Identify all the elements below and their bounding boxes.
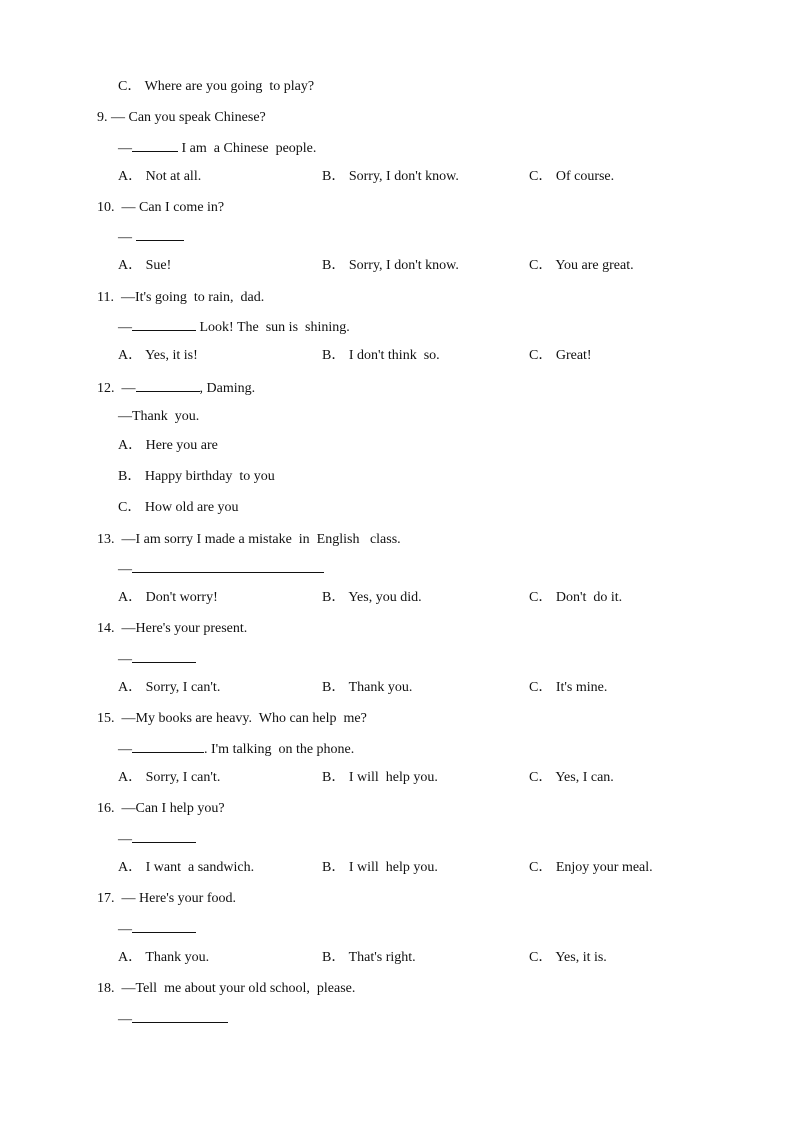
- option-b[interactable]: B． I don't think so.: [322, 348, 440, 363]
- question-number: 13.: [97, 532, 122, 547]
- question-text: —Tell me about your old school, please.: [121, 981, 356, 996]
- question-text: — Can I come in?: [121, 200, 225, 215]
- reply-line-11: [118, 318, 350, 337]
- question-18: [97, 980, 355, 998]
- option-b[interactable]: B． Sorry, I don't know.: [322, 169, 459, 184]
- question-number: 12.: [97, 381, 122, 396]
- question-number: 15.: [97, 711, 122, 726]
- reply-dash: —: [118, 562, 132, 577]
- answer-blank[interactable]: [132, 650, 196, 663]
- reply-line-15: [118, 740, 354, 759]
- option-a[interactable]: A． Yes, it is!: [118, 348, 198, 363]
- question-text: , Daming.: [199, 381, 256, 396]
- question-number: 9.: [97, 110, 111, 125]
- reply-dash: —: [118, 141, 132, 156]
- option-c[interactable]: C． How old are you: [118, 500, 239, 515]
- reply-dash: —: [118, 652, 132, 667]
- question-text: —Here's your present.: [121, 621, 248, 636]
- question-number: 11.: [97, 290, 121, 305]
- reply-dash: —: [118, 832, 132, 847]
- question-11: [97, 289, 264, 307]
- reply-line-17: [118, 920, 196, 939]
- option-c[interactable]: C． Yes, it is.: [529, 950, 607, 965]
- question-text: —It's going to rain, dad.: [120, 290, 265, 305]
- question-text: — Here's your food.: [121, 891, 236, 906]
- reply-dash: —: [118, 230, 136, 245]
- option-c[interactable]: C． You are great.: [529, 258, 634, 273]
- question-number: 16.: [97, 801, 122, 816]
- option-c[interactable]: C． Yes, I can.: [529, 770, 614, 785]
- question-15: [97, 710, 367, 728]
- answer-blank[interactable]: [132, 1010, 228, 1023]
- option-b[interactable]: B． I will help you.: [322, 770, 438, 785]
- question-10: [97, 199, 224, 217]
- option-a[interactable]: A． Thank you.: [118, 950, 210, 965]
- reply-dash: —: [118, 742, 132, 757]
- question-text: —Can I help you?: [121, 801, 225, 816]
- answer-blank[interactable]: [136, 379, 200, 392]
- reply-line-10: [118, 228, 184, 247]
- option-b[interactable]: B． Happy birthday to you: [118, 469, 275, 484]
- answer-blank[interactable]: [136, 228, 184, 241]
- question-text: —I am sorry I made a mistake in English class.: [121, 532, 401, 547]
- option-c[interactable]: C． It's mine.: [529, 680, 608, 695]
- option-c[interactable]: C． Don't do it.: [529, 590, 623, 605]
- option-b[interactable]: B． Sorry, I don't know.: [322, 258, 459, 273]
- question-number: 14.: [97, 621, 122, 636]
- question-17: [97, 890, 236, 908]
- question-text: —My books are heavy. Who can help me?: [121, 711, 367, 726]
- option-c[interactable]: C． Great!: [529, 348, 592, 363]
- option-a[interactable]: A． Don't worry!: [118, 590, 218, 605]
- question-text: — Can you speak Chinese?: [111, 110, 266, 125]
- reply-dash: —: [118, 1012, 132, 1027]
- option-a[interactable]: A． Sue!: [118, 258, 172, 273]
- reply-line-14: [118, 650, 196, 669]
- reply-dash: —: [118, 320, 132, 335]
- reply-line-13: [118, 560, 324, 579]
- question-14: [97, 620, 247, 638]
- option-c[interactable]: C． Enjoy your meal.: [529, 860, 653, 875]
- reply-text: . I'm talking on the phone.: [204, 742, 355, 757]
- question-12: [97, 379, 255, 398]
- reply-dash: —: [118, 922, 132, 937]
- question-number: 10.: [97, 200, 122, 215]
- option-a[interactable]: A． Here you are: [118, 438, 218, 453]
- question-13: [97, 531, 401, 549]
- option-a[interactable]: A． Sorry, I can't.: [118, 770, 221, 785]
- option-b[interactable]: B． Yes, you did.: [322, 590, 422, 605]
- reply-text: Look! The sun is shining.: [196, 320, 350, 335]
- answer-blank[interactable]: [132, 830, 196, 843]
- option-b[interactable]: B． I will help you.: [322, 860, 438, 875]
- answer-blank[interactable]: [132, 318, 196, 331]
- reply-line-12: —Thank you.: [118, 409, 200, 424]
- reply-line-9: [118, 139, 316, 158]
- question-number: 17.: [97, 891, 122, 906]
- question-number: 18.: [97, 981, 122, 996]
- option-a[interactable]: A． Not at all.: [118, 169, 202, 184]
- reply-line-18: [118, 1010, 228, 1029]
- question-dash: —: [121, 381, 136, 396]
- option-b[interactable]: B． That's right.: [322, 950, 416, 965]
- option-b[interactable]: B． Thank you.: [322, 680, 413, 695]
- answer-blank[interactable]: [132, 560, 324, 573]
- item-8-option-c: C． Where are you going to play?: [118, 79, 315, 94]
- answer-blank[interactable]: [132, 740, 204, 753]
- option-a[interactable]: A． Sorry, I can't.: [118, 680, 221, 695]
- reply-text: I am a Chinese people.: [178, 141, 317, 156]
- answer-blank[interactable]: [132, 139, 178, 152]
- reply-line-16: [118, 830, 196, 849]
- option-c[interactable]: C． Of course.: [529, 169, 615, 184]
- answer-blank[interactable]: [132, 920, 196, 933]
- option-a[interactable]: A． I want a sandwich.: [118, 860, 255, 875]
- question-16: [97, 800, 225, 818]
- question-9: [97, 109, 266, 127]
